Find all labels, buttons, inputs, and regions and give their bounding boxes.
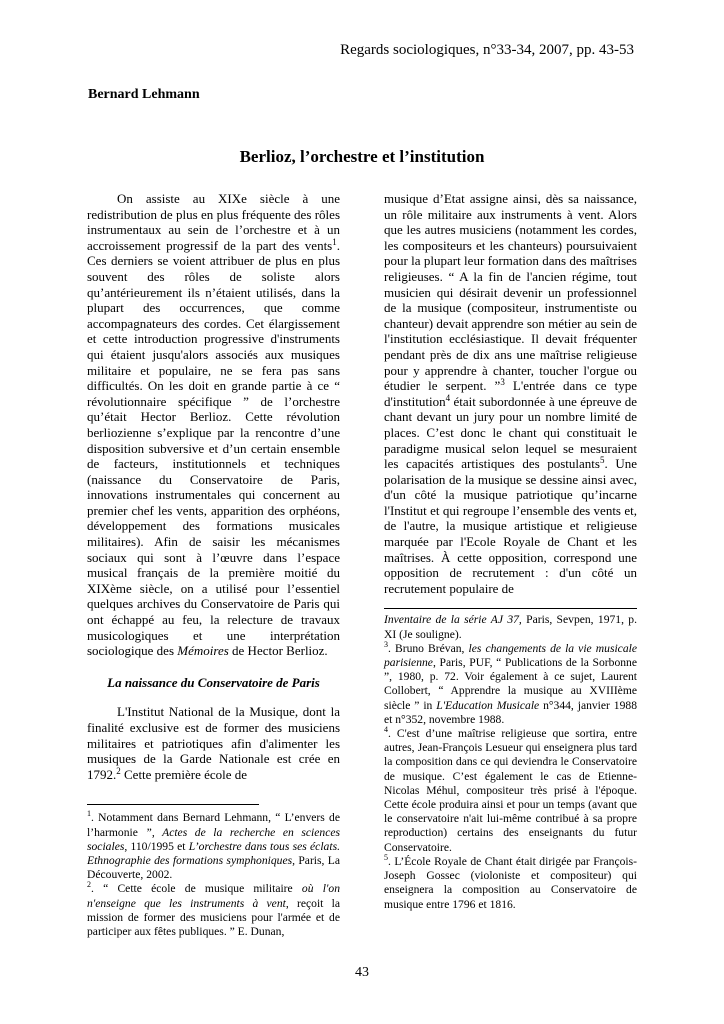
footnote [87,811,340,882]
footnote-ref[interactable]: 4 [445,392,451,403]
section-heading: La naissance du Conservatoire de Paris [107,674,320,690]
footnote-separator [87,804,259,805]
footnote-ref[interactable]: 3 [500,377,505,388]
footnote-ref[interactable]: 5 [599,455,605,466]
emphasis-text: les changements de la vie musicale parisienne [384,641,637,670]
footnote [87,882,340,939]
text-run: n°344, janvier 1988 et n°352, novembre 1988. [384,698,637,726]
emphasis-text: L’orchestre dans tous ses éclats. Ethnographie des formations symphoniques, [87,839,340,867]
footnote-continuation [384,613,637,641]
text-run: . Bruno Brévan, [388,641,469,655]
text-run: Paris, La Découverte, 2002. [87,853,340,882]
footnote-number: 2 [87,880,91,890]
footnote-ref[interactable]: 1 [332,236,337,247]
footnote [384,852,637,912]
text-run: était subordonnée à une épreuve de chant devant un jury pour un nombre limité de places. C’est donc le chant qui constituait le paradigme musical selon lequel se mesuraient les capacités artistiques des postulants [384,393,637,472]
text-run: . C'est d’une maîtrise religieuse que sortira, entre autres, Jean-François Lesueur qui enseignera plus tard la composition dans ce qui deviendra le Conservatoire de musique. C’est également le cas de Etienne-Nicolas Méhul, compositeur très prisé à l'époque. Cette école produira ainsi et pour un temps (avant que le conservatoire n'ait lui-même contribué à sa propre reproduction) certains des enseignants du futur Conservatoire. [384,727,637,854]
emphasis-text: Mémoires [177,643,229,659]
text-run: , reçoit la mission de former des musiciens pour l'armée et de participer aux fêtes publiques. ” E. Dunan, [87,896,340,938]
journal-citation: Regards sociologiques, n°33-34, 2007, pp. 43-53 [340,42,634,58]
emphasis-text: ”, Actes de la recherche en sciences sociales [87,825,340,853]
footnote-separator [384,608,637,609]
footnote-number: 4 [384,725,388,735]
left-column [87,191,340,939]
text-run: . Une polarisation de la musique se dessine ainsi avec, d'un côté la musique patriotique qu’incarne l'Institut et qui regroupe l’ensemble des vents et, de l'autre, la musique artistique et religieuse marquée par l'Ecole Royale de Chant et les maîtrises. À cette opposition, correspond une opposition de recrutement : d'un côté un recrutement populaire de [384,456,637,596]
text-run: Paris, Sevpen, 1971, p. XI (Je souligne). [384,613,637,641]
text-run: Cette première école de [120,766,248,782]
text-run: musique d’Etat assigne ainsi, dès sa naissance, un rôle militaire aux instruments à vent. Alors que les autres musiciens (notamment les cordes, les compositeurs et les chanteurs) poursuivaient pour la plupart leur formation dans des maîtrises religieuses. “ A la fin de l'ancien régime, tout musicien qui désirait devenir un professionnel de la musique (compositeur, instrumentiste ou chanteur) devait apprendre son métier au sein de l'institution ecclésiastique. Il devait fréquenter pendant près de dix ans une maîtrise religieuse pour y apprendre à chanter, toucher l'orgue ou étudier le serpent. ” [384,191,637,394]
footnote-number: 3 [384,639,388,649]
footnote [384,639,637,727]
body-paragraph [87,704,340,782]
footnote-number: 1 [87,809,91,819]
text-run: , 110/1995 et [124,839,189,853]
text-run: L'Institut National de la Musique, dont la finalité exclusive est de former des musiciens militaires et patriotiques afin d'alimenter les musiques de la Garde Nationale est crée en 1792. [87,704,340,782]
text-run: , Paris, PUF, “ Publications de la Sorbonne ”, 1980, p. 72. Voir également à ce sujet, Laurent Collobert, “ Apprendre la musique au XVIIIème siècle ” in [384,656,637,712]
text-run: On assiste au XIXe siècle à une redistribution de plus en plus fréquente des rôles instrumentaux au sein de l’orchestre et à un accroissement progressif de la part des vents [87,191,340,253]
footnote [384,727,637,855]
footnote-ref[interactable]: 2 [116,765,121,776]
footnote-number: 5 [384,852,388,862]
emphasis-text: Inventaire de la série AJ 37, [384,613,522,627]
text-run: . “ Cette école de musique militaire [91,882,302,896]
author-name: Bernard Lehmann [88,87,200,102]
page-number: 43 [355,965,369,980]
text-run: . Notamment dans Bernard Lehmann, “ L’envers de l’harmonie [87,811,340,839]
text-run: . L’École Royale de Chant était dirigée par François-Joseph Gossec (violoniste et compositeur) qui enseignera la composition au Conservatoire de musique entre 1796 et 1816. [384,854,637,911]
body-paragraph [87,191,340,659]
text-run: de Hector Berlioz. [228,643,328,659]
text-run: L'entrée dans ce type d'institution [384,378,637,409]
right-column [384,191,637,912]
body-paragraph [384,191,637,596]
text-run: . Ces derniers se voient attribuer de plus en plus souvent des rôles de soliste alors qu’antérieurement ils n’étaient utilisés, dans la plupart des occurrences, que comme accompagnateurs des cordes. Cet élargissement et cette introduction progressive d'instruments qui étaient jusqu'alors associés aux musiques militaire et populaire, ne se fera pas sans difficultés. On les doit en grande partie à ce “ révolutionnaire spécifique ” de l’orchestre qu’était Hector Berlioz. Cette révolution berliozienne s’explique par la rencontre d’une disposition subversive et d’un certain ensemble de facteurs, institutionnels et techniques (naissance du Conservatoire de Paris, innovations instrumentales qui concernent au premier chef les vents, apparition des orphéons, développement des formations musicales militaires). Afin de saisir les mécanismes sociaux qui sont à l’œuvre dans l’espace musical français de la première moitié du XIXème siècle, on a utilisé pour l’essentiel quelques archives du Conservatoire de Paris qui ont échappé au feu, la relecture de travaux musicologiques et une interprétation sociologique des [87,237,340,659]
article-title: Berlioz, l’orchestre et l’institution [239,147,485,166]
emphasis-text: où l'on n'enseigne que les instruments à vent [87,882,340,910]
emphasis-text: L'Education Musicale [436,698,540,712]
